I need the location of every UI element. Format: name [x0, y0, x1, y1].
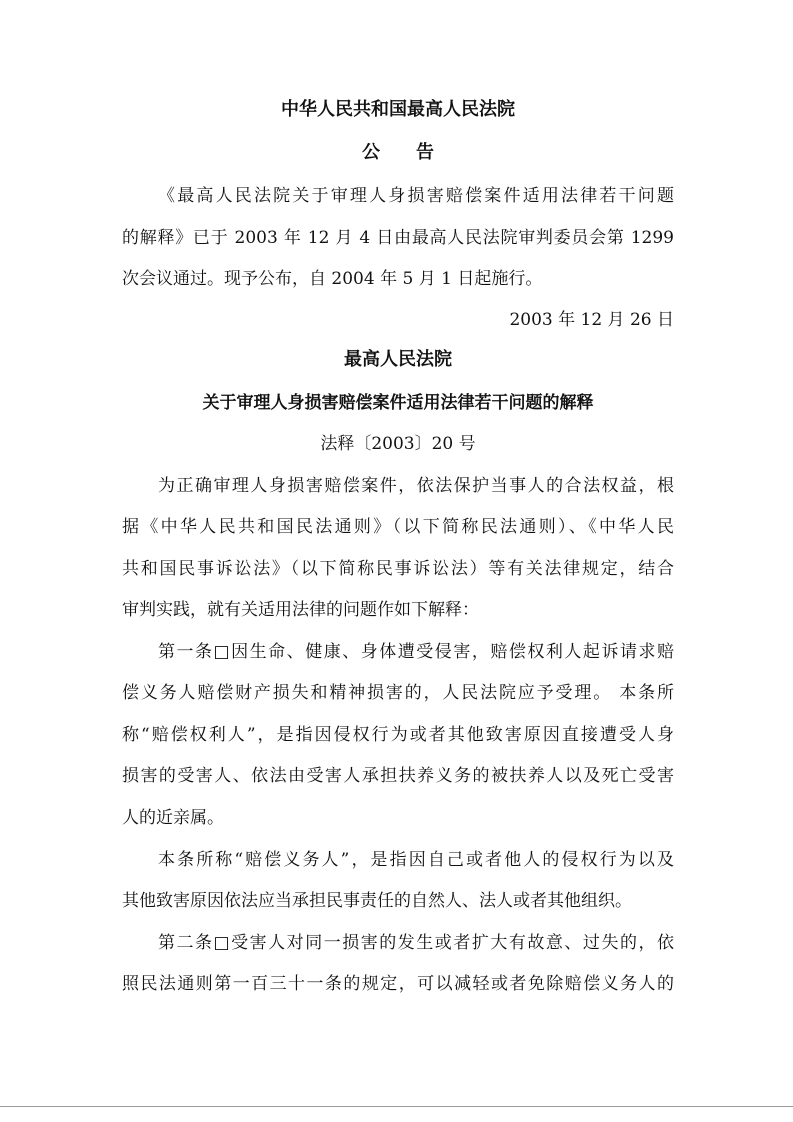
article-2-line: 照民法通则第一百三十一条的规定，可以减轻或者免除赔偿义务人的 — [122, 974, 674, 994]
article-1-line: 第一条□因生命、健康、身体遭受侵害，赔偿权利人起诉请求赔 — [158, 642, 674, 662]
interpretation-title: 关于审理人身损害赔偿案件适用法律若干问题的解释 — [202, 393, 594, 413]
page-divider — [0, 1106, 793, 1107]
court-header: 中华人民共和国最高人民法院 — [281, 99, 515, 120]
preamble-line: 共和国民事诉讼法》（以下简称民事诉讼法）等有关法律规定，结合 — [122, 559, 674, 579]
announcement-line: 的解释》已于 2003 年 12 月 4 日由最高人民法院审判委员会第 1299 — [122, 228, 674, 248]
announcement-line: 《最高人民法院关于审理人身损害赔偿案件适用法律若干问题 — [158, 186, 674, 206]
article-1-para2-line: 本条所称“赔偿义务人”，是指因自己或者他人的侵权行为以及 — [158, 850, 674, 870]
preamble-line: 审判实践，就有关适用法律的问题作如下解释： — [122, 600, 479, 620]
preamble-line: 据《中华人民共和国民法通则》（以下简称民法通则）、《中华人民 — [122, 517, 674, 537]
announcement-heading: 公 告 — [362, 142, 434, 163]
interpretation-issuer: 最高人民法院 — [344, 349, 452, 370]
article-1-line: 偿义务人赔偿财产损失和精神损害的，人民法院应予受理。 本条所 — [122, 683, 674, 703]
preamble-line: 为正确审理人身损害赔偿案件，依法保护当事人的合法权益，根 — [158, 476, 674, 496]
announcement-date: 2003 年 12 月 26 日 — [509, 310, 674, 330]
document-number: 法释〔2003〕20 号 — [320, 434, 476, 454]
article-1-line: 人的近亲属。 — [122, 808, 224, 828]
announcement-line: 次会议通过。现予公布，自 2004 年 5 月 1 日起施行。 — [122, 269, 543, 289]
article-1-para2-line: 其他致害原因依法应当承担民事责任的自然人、法人或者其他组织。 — [122, 891, 632, 911]
article-1-line: 称“赔偿权利人”，是指因侵权行为或者其他致害原因直接遭受人身 — [122, 725, 674, 745]
article-1-line: 损害的受害人、依法由受害人承担扶养义务的被扶养人以及死亡受害 — [122, 766, 674, 786]
article-2-line: 第二条□受害人对同一损害的发生或者扩大有故意、过失的，依 — [158, 933, 674, 953]
